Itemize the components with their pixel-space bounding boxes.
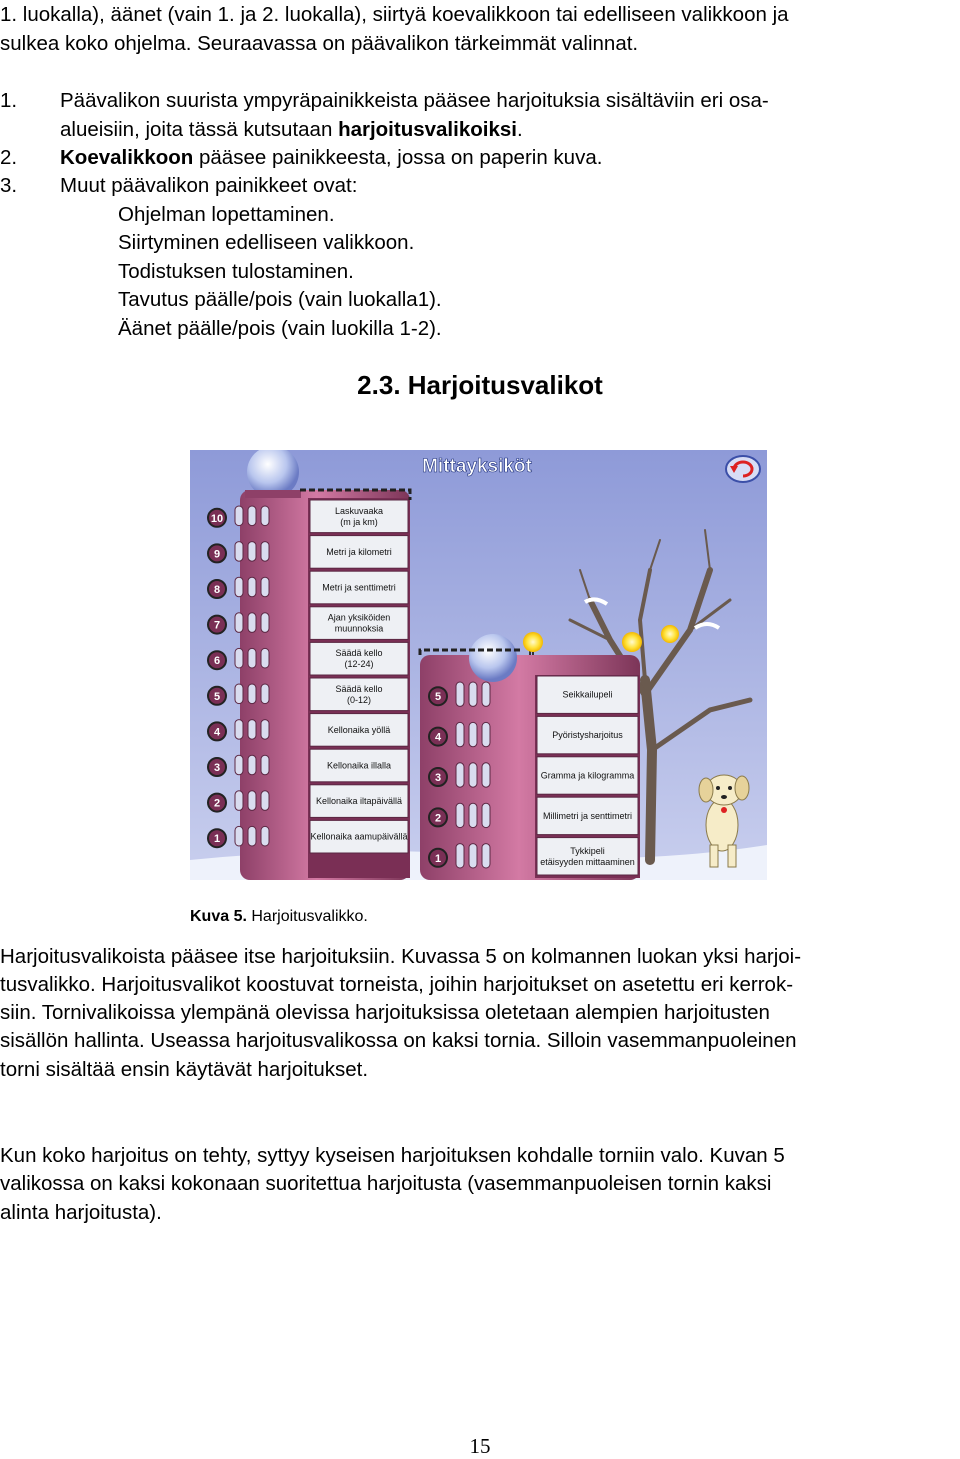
floor-number: 5 bbox=[213, 690, 221, 703]
tower-exercise-button[interactable] bbox=[537, 797, 638, 834]
exercise-label: Laskuvaaka bbox=[334, 505, 384, 516]
exercise-label: (12-24) bbox=[344, 659, 374, 670]
para1-line-2: tusvalikko. Harjoitusvalikot koostuvat torneista, joihin harjoitukset on asetettu eri kerrok- bbox=[0, 973, 794, 996]
list-number: 1. bbox=[0, 89, 18, 112]
list-item-1-line-1: Päävalikon suurista ympyräpainikkeista pääsee harjoituksia sisältäviin eri osa- bbox=[60, 89, 769, 112]
floor-number-badge bbox=[208, 580, 226, 598]
floor-number: 4 bbox=[434, 731, 442, 744]
tower-window bbox=[456, 682, 490, 706]
list-number: 3. bbox=[0, 174, 18, 197]
para1-line-1: Harjoitusvalikoista pääsee itse harjoituksiin. Kuvassa 5 on kolmannen luokan yksi harjoi- bbox=[0, 945, 802, 968]
floor-number: 3 bbox=[434, 772, 442, 784]
para2-line-1: Kun koko harjoitus on tehty, syttyy kyseisen harjoituksen kohdalle torniin valo. Kuvan 5 bbox=[0, 1144, 785, 1167]
tower-window bbox=[235, 684, 269, 704]
intro-line-1: 1. luokalla), äänet (vain 1. ja 2. luokalla), siirtyä koevalikkoon tai edelliseen valikkoon ja bbox=[0, 3, 789, 26]
floor-number-badge bbox=[208, 687, 226, 705]
list-number: 2. bbox=[0, 146, 18, 169]
para1-line-3: siin. Tornivalikoissa ylempänä olevissa harjoituksissa oletetaan alempien harjoitusten bbox=[0, 1001, 770, 1024]
tower-globe-right bbox=[469, 634, 517, 682]
exercise-label: Kellonaika aamupäivällä bbox=[310, 831, 408, 842]
floor-number-badge bbox=[429, 768, 447, 786]
tower-exercise-button[interactable] bbox=[310, 607, 408, 640]
page-number: 15 bbox=[469, 1434, 491, 1458]
tower-window bbox=[235, 826, 269, 846]
tower-exercise-button[interactable] bbox=[537, 757, 638, 794]
exercise-label: Tykkipeli bbox=[570, 845, 605, 856]
floor-number: 1 bbox=[434, 852, 442, 865]
floor-number-badge bbox=[208, 509, 226, 527]
term-harjoitusvalikoiksi: harjoitusvalikoiksi bbox=[338, 118, 517, 141]
tower-exercise-button[interactable] bbox=[310, 678, 408, 711]
tower-window bbox=[456, 763, 490, 787]
tower-window bbox=[235, 613, 269, 633]
right-tower-exercises bbox=[456, 676, 638, 875]
floor-number: 5 bbox=[434, 691, 442, 704]
floor-number: 3 bbox=[213, 762, 221, 774]
tower-window bbox=[456, 844, 490, 868]
tower-exercise-button[interactable] bbox=[310, 642, 408, 675]
refresh-button-icon[interactable] bbox=[726, 456, 760, 482]
sub-item-quit: Ohjelman lopettaminen. bbox=[118, 203, 335, 226]
exercise-label: muunnoksia bbox=[334, 623, 384, 634]
tower-window bbox=[235, 791, 269, 811]
floor-number-badge bbox=[429, 808, 447, 826]
caption-label: Kuva 5. bbox=[190, 908, 247, 925]
floor-number: 2 bbox=[213, 797, 221, 810]
exercise-label: Säädä kello bbox=[335, 683, 383, 694]
exercise-label: Ajan yksiköiden bbox=[327, 612, 391, 623]
tower-window bbox=[235, 720, 269, 740]
section-heading: 2.3. Harjoitusvalikot bbox=[357, 370, 603, 400]
tower-exercise-button[interactable] bbox=[537, 676, 638, 713]
floor-number: 6 bbox=[213, 655, 221, 668]
exercise-label: Säädä kello bbox=[335, 648, 383, 659]
exercise-label: Kellonaika yöllä bbox=[327, 724, 391, 735]
para2-line-2: valikossa on kaksi kokonaan suoritettua harjoitusta (vasemmanpuoleisen tornin kaksi bbox=[0, 1172, 772, 1195]
tower-window bbox=[235, 506, 269, 526]
floor-number: 9 bbox=[213, 548, 221, 561]
sub-item-hyphenation: Tavutus päälle/pois (vain luokalla1). bbox=[118, 288, 442, 311]
intro-line-2: sulkea koko ohjelma. Seuraavassa on päävalikon tärkeimmät valinnat. bbox=[0, 32, 639, 55]
exercise-label: Metri ja kilometri bbox=[326, 546, 392, 557]
exercise-label: Gramma ja kilogramma bbox=[540, 770, 635, 781]
caption-text: Harjoitusvalikko. bbox=[246, 908, 368, 925]
sub-item-previous-menu: Siirtyminen edelliseen valikkoon. bbox=[118, 231, 415, 254]
tower-window bbox=[235, 577, 269, 597]
para1-line-5: torni sisältää ensin käytävät harjoitukset. bbox=[0, 1058, 369, 1081]
figure-caption bbox=[190, 906, 368, 928]
tower-window bbox=[456, 803, 490, 827]
floor-number-badge bbox=[208, 829, 226, 847]
tower-exercise-button[interactable] bbox=[310, 785, 408, 818]
floor-number: 8 bbox=[213, 584, 221, 596]
floor-number-badge bbox=[429, 728, 447, 746]
tower-exercise-button[interactable] bbox=[310, 500, 408, 533]
sub-item-sounds: Äänet päälle/pois (vain luokilla 1-2). bbox=[118, 317, 442, 340]
list-item-1-line-2 bbox=[60, 115, 960, 144]
floor-number-badge bbox=[429, 849, 447, 867]
tower-exercise-button[interactable] bbox=[310, 714, 408, 747]
exercise-menu-figure bbox=[190, 450, 767, 880]
tower-window bbox=[235, 648, 269, 668]
exercise-label: Millimetri ja senttimetri bbox=[542, 810, 633, 821]
exercise-label: Metri ja senttimetri bbox=[322, 582, 396, 593]
list-item-2 bbox=[0, 143, 960, 172]
tower-exercise-button[interactable] bbox=[537, 716, 638, 753]
exercise-label: Seikkailupeli bbox=[562, 689, 613, 700]
floor-number-badge bbox=[429, 687, 447, 705]
list-item-3-text: Muut päävalikon painikkeet ovat: bbox=[60, 174, 358, 197]
tower-exercise-button[interactable] bbox=[310, 820, 408, 853]
para1-line-4: sisällön hallinta. Useassa harjoitusvalikossa on kaksi tornia. Silloin vasemmanpuoleinen bbox=[0, 1029, 797, 1052]
list-item-1 bbox=[0, 86, 960, 144]
exercise-menu-illustration bbox=[190, 450, 767, 880]
list-item-1-text: alueisiin, joita tässä kutsutaan bbox=[60, 118, 339, 141]
floor-number-badge bbox=[208, 651, 226, 669]
list-item-1-period: . bbox=[516, 118, 523, 141]
exercise-label: Kellonaika illalla bbox=[326, 760, 392, 771]
exercise-label: etäisyyden mittaaminen bbox=[540, 856, 635, 867]
tower-exercise-button[interactable] bbox=[310, 536, 408, 569]
floor-number: 10 bbox=[210, 512, 224, 525]
floor-number: 1 bbox=[213, 833, 221, 846]
floor-number-badge bbox=[208, 758, 226, 776]
list-item-2-rest: pääsee painikkeesta, jossa on paperin kuva. bbox=[193, 146, 603, 169]
floor-number: 2 bbox=[434, 812, 442, 825]
exercise-label: (0-12) bbox=[346, 694, 372, 705]
tower-window bbox=[235, 755, 269, 775]
exercise-label: Kellonaika iltapäivällä bbox=[315, 796, 403, 807]
sub-item-certificate: Todistuksen tulostaminen. bbox=[118, 260, 354, 283]
term-koevalikkoon: Koevalikkoon bbox=[60, 146, 194, 169]
tower-exercise-button[interactable] bbox=[310, 571, 408, 604]
exercise-label: Pyöristysharjoitus bbox=[552, 730, 623, 741]
floor-number-badge bbox=[208, 794, 226, 812]
floor-number-badge bbox=[208, 722, 226, 740]
list-item-3 bbox=[0, 171, 960, 200]
screen-title: Mittayksiköt bbox=[422, 456, 532, 477]
floor-number: 4 bbox=[213, 726, 221, 739]
list-item-2-text bbox=[60, 143, 960, 172]
tower-exercise-button[interactable] bbox=[310, 749, 408, 782]
tower-window bbox=[235, 542, 269, 562]
floor-number: 7 bbox=[213, 619, 221, 632]
tower-exercise-button[interactable] bbox=[537, 838, 638, 875]
para2-line-3: alinta harjoitusta). bbox=[0, 1201, 162, 1224]
floor-number-badge bbox=[208, 616, 226, 634]
floor-number-badge bbox=[208, 544, 226, 562]
tower-window bbox=[456, 722, 490, 746]
exercise-label: (m ja km) bbox=[340, 516, 378, 527]
